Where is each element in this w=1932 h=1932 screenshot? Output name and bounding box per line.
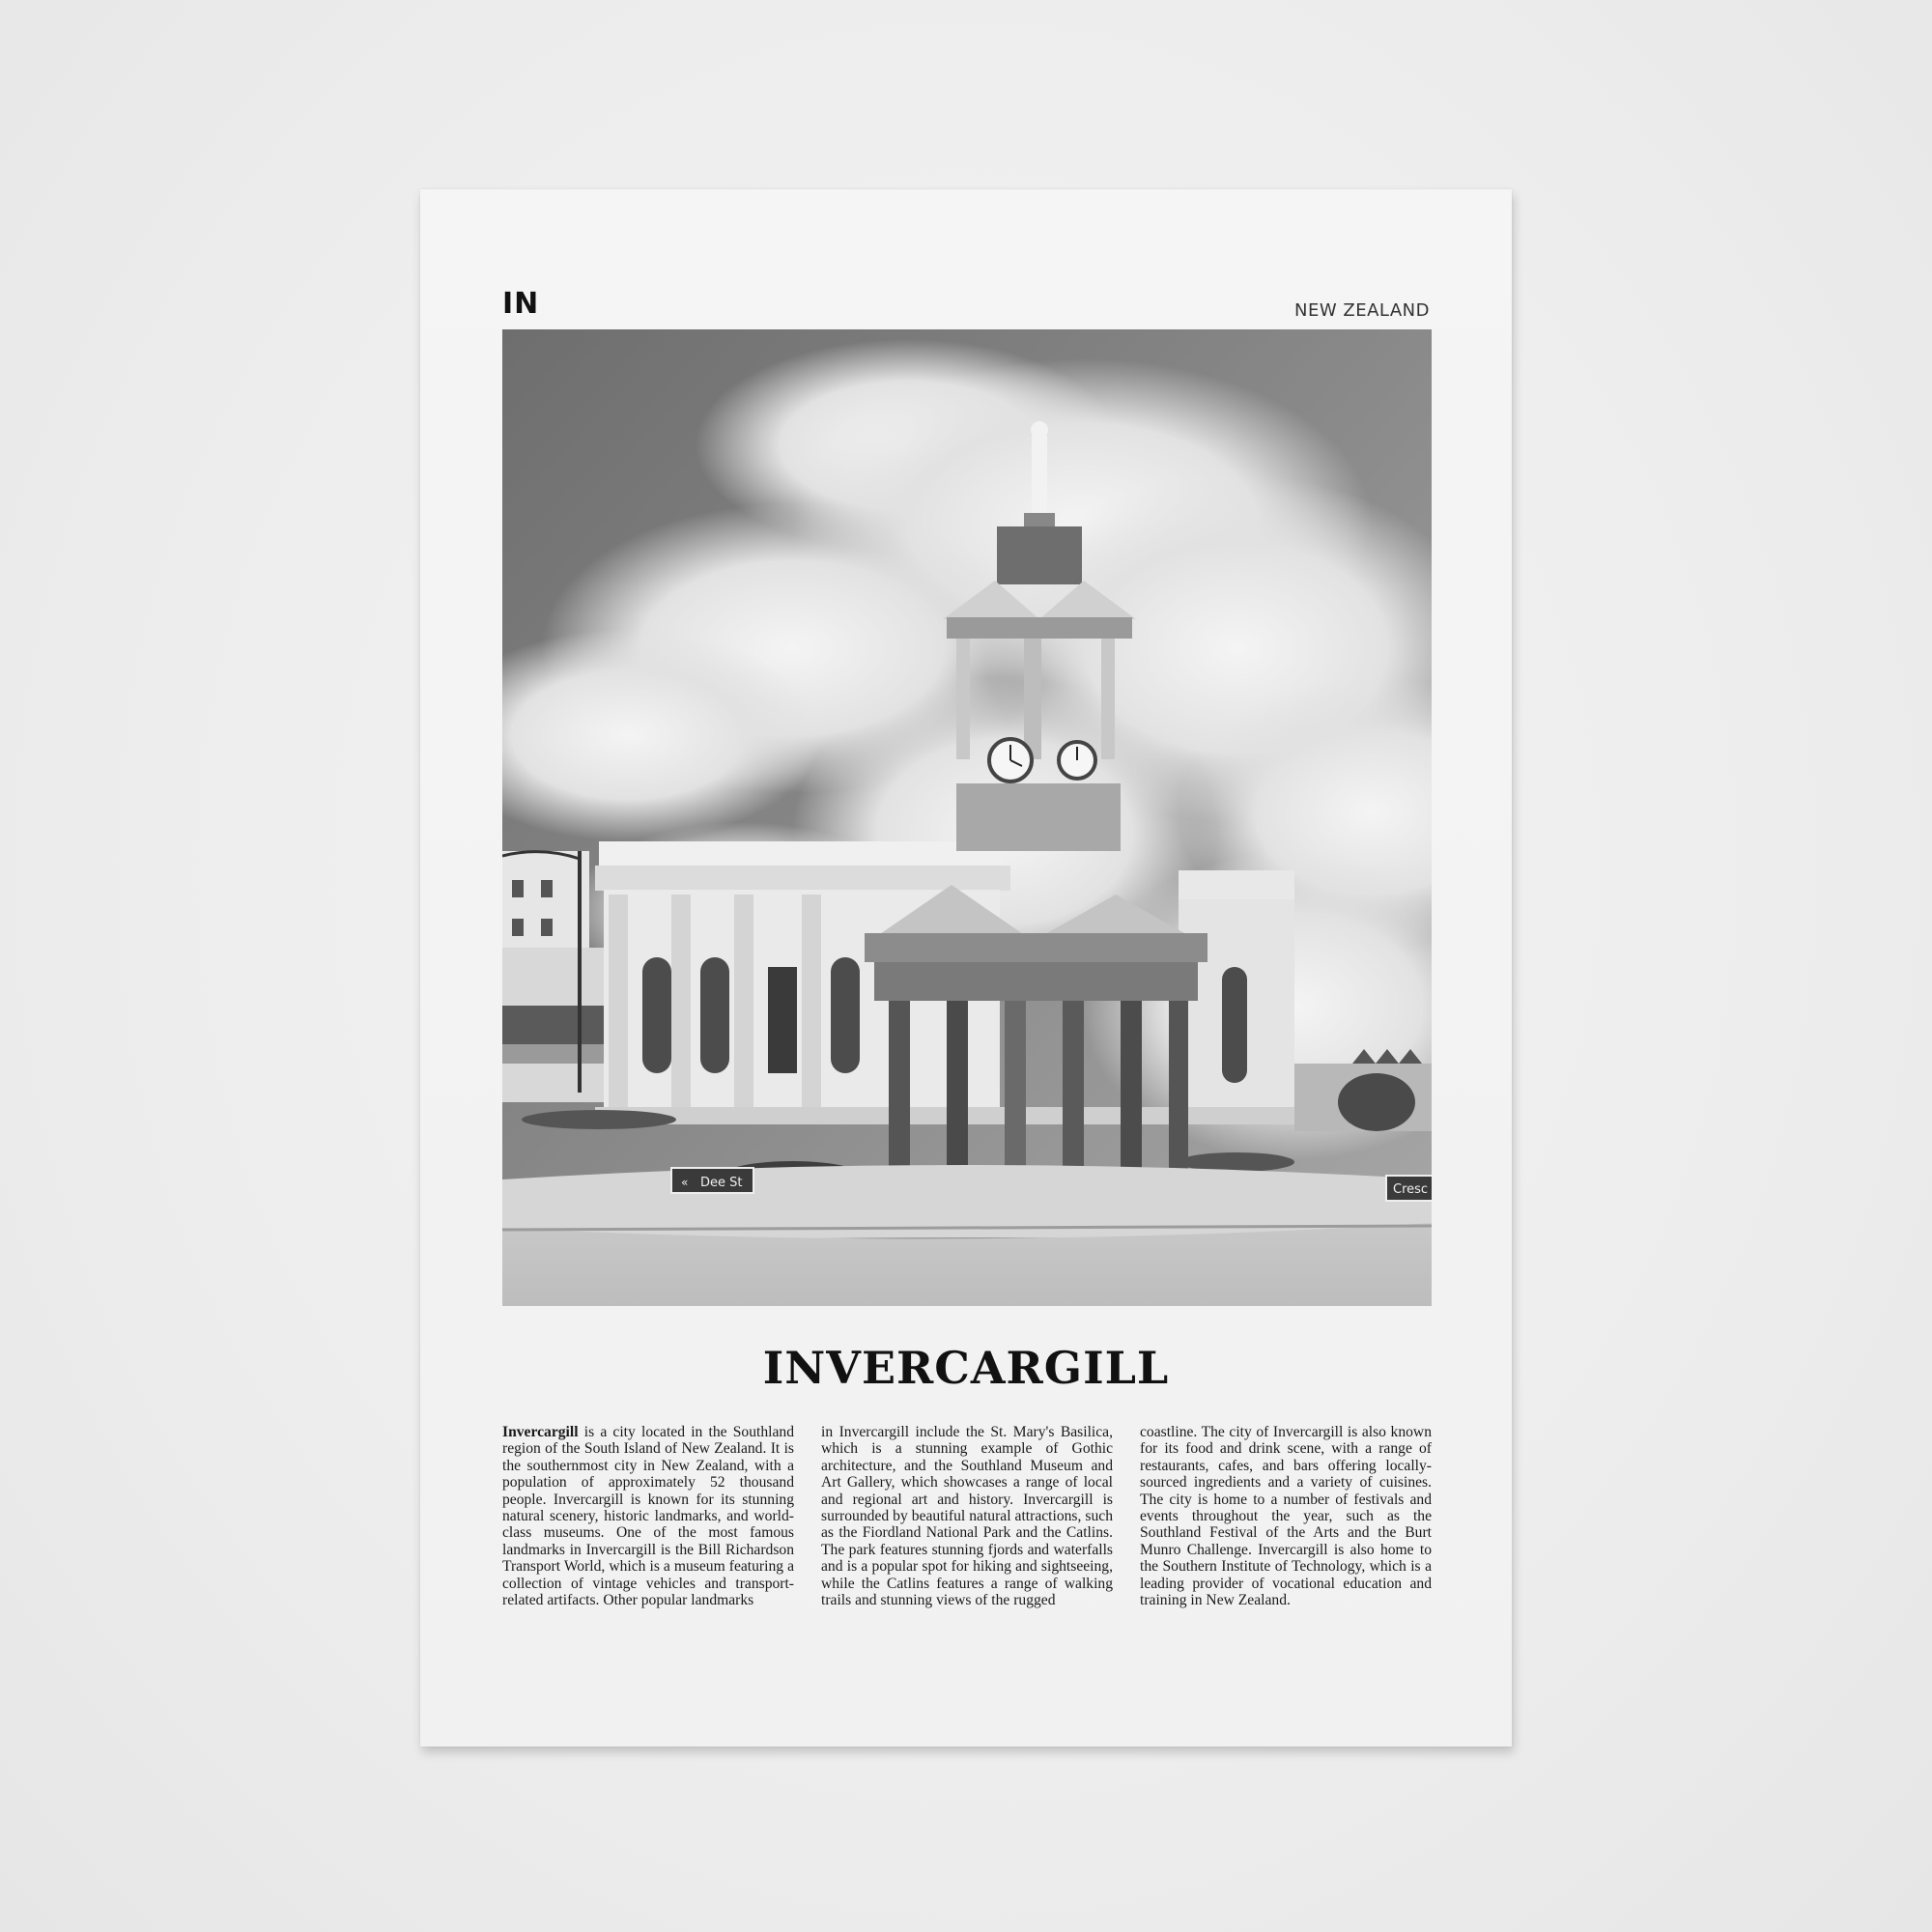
svg-text:«: «	[681, 1176, 689, 1189]
sign-cresc-label: Cresc	[1393, 1182, 1429, 1197]
description-columns	[502, 1424, 1432, 1608]
country-label: NEW ZEALAND	[1294, 300, 1430, 321]
description-column-1	[502, 1424, 794, 1608]
poster	[420, 189, 1512, 1747]
city-title: INVERCARGILL	[762, 1342, 1170, 1394]
city-code: IN	[502, 287, 540, 321]
column-1-text: is a city located in the Southland region of the South Island of New Zealand. It is the southernmost city in New Zealand, with a population of approximately 52 thousand people. Invercargill is known for its stunning natural scenery, historic landmarks, and world-class museums. One of the most famous landmarks in Invercargill is the Bill Richardson Transport World, which is a museum featuring a collection of vintage vehicles and transport-related artifacts. Other popular landmarks	[502, 1424, 794, 1609]
description-column-3: coastline. The city of Invercargill is also known for its food and drink scene, with a range of restaurants, cafes, and bars offering locally-sourced ingredients and a variety of cuisines. The city is home to a number of festivals and events throughout the year, such as the Southland Festival of the Arts and the Burt Munro Challenge. Invercargill is also home to the Southern Institute of Technology, which is a leading provider of vocational education and training in New Zealand.	[1140, 1424, 1432, 1609]
city-photo	[502, 329, 1432, 1306]
sign-dee-st-label: Dee St	[700, 1176, 743, 1190]
description-column-2: in Invercargill include the St. Mary's Basilica, which is a stunning example of Gothic architecture, and the Southland Museum and Art Gallery, which showcases a range of local and regional art and history. Invercargill is surrounded by beautiful natural attractions, such as the Fiordland National Park and the Catlins. The park features stunning fjords and waterfalls and is a popular spot for hiking and sightseeing, while the Catlins features a range of walking trails and stunning views of the rugged	[821, 1424, 1113, 1609]
sign-dee-st	[671, 1168, 753, 1193]
sign-cresc	[1386, 1176, 1432, 1201]
lead-word: Invercargill	[502, 1424, 579, 1440]
